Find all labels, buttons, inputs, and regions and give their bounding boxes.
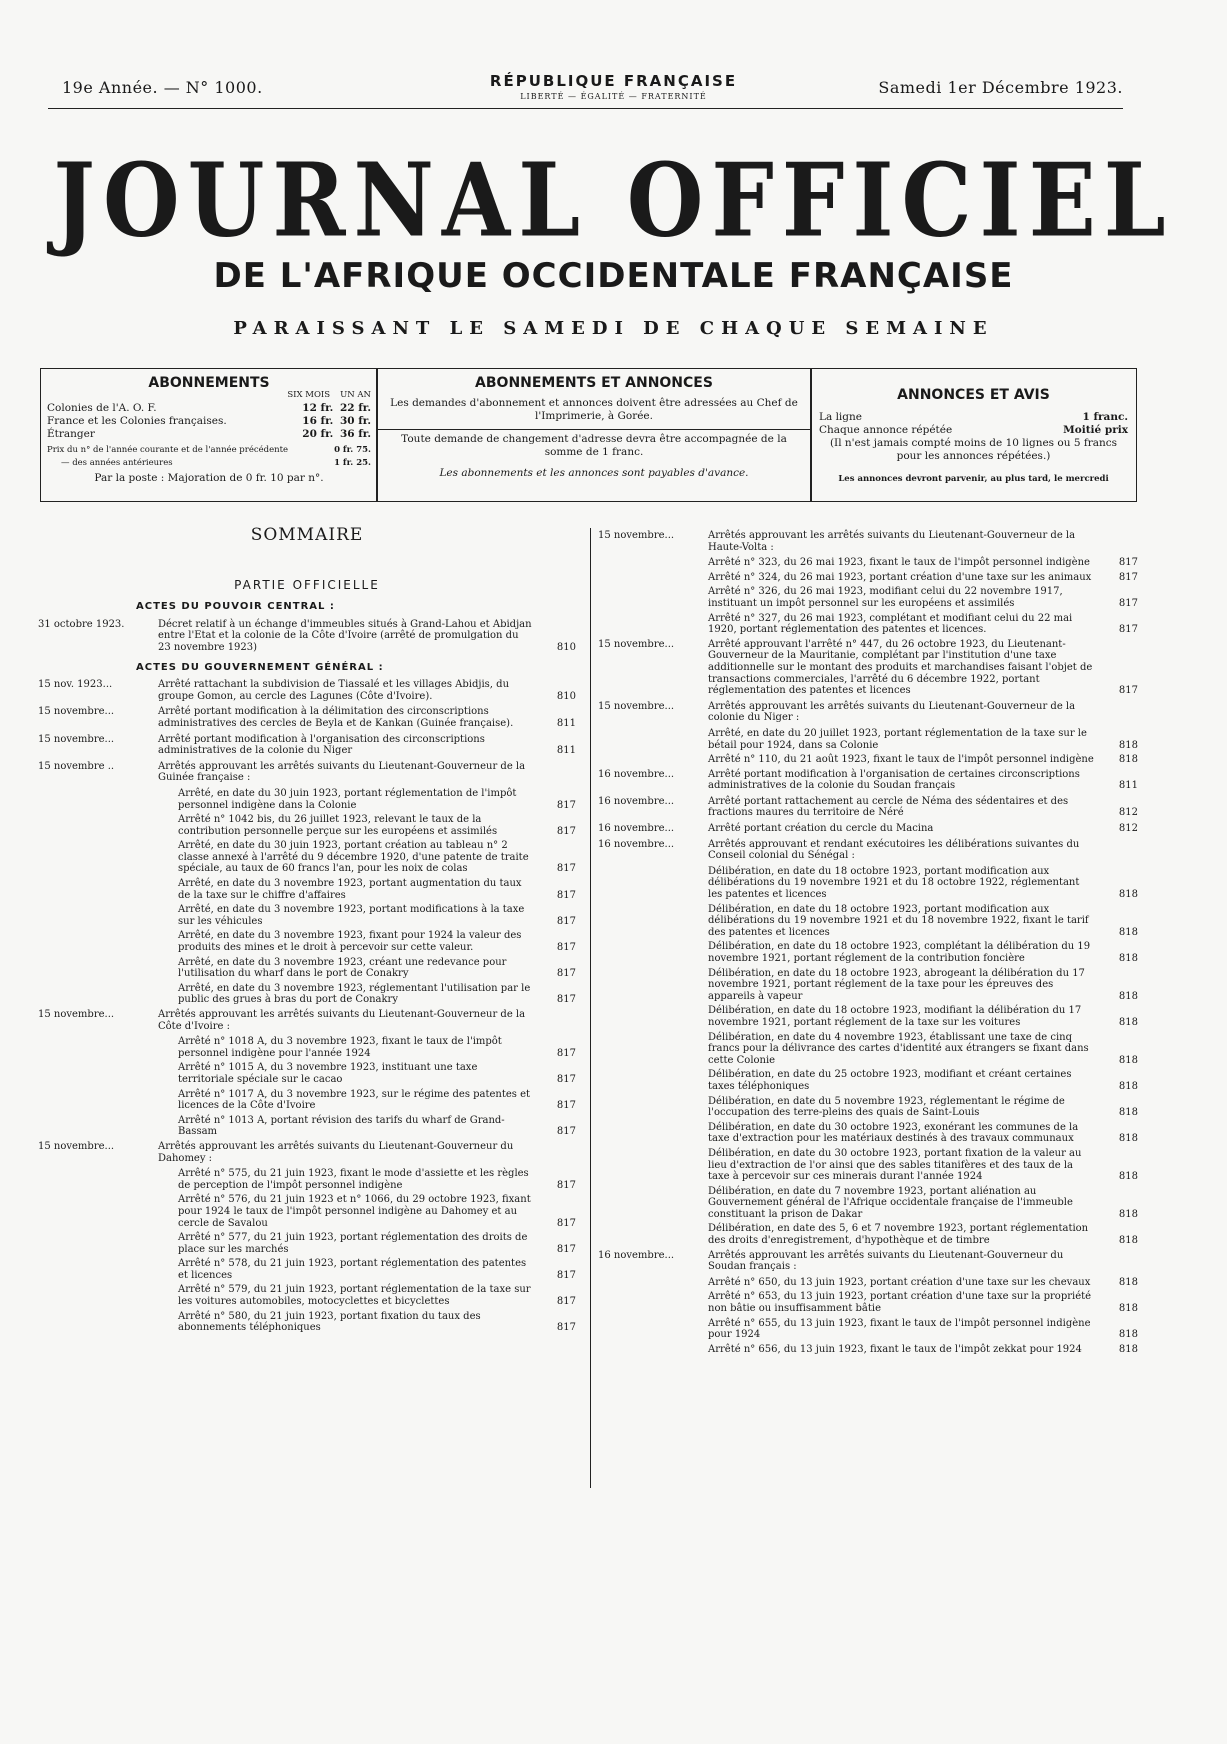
summary-subentry: Arrêté n° 656, du 13 juin 1923, fixant le taux de l'impôt zekkat pour 1924 818 <box>708 1343 1138 1355</box>
summary-entry: 15 novembre... Arrêté approuvant l'arrêté n° 447, du 26 octobre 1923, du Lieutenant-Gouverneur de la Mauritanie, complétant par l'institution d'une taxe additionnelle sur le montant des produits et marchandises faisant l'objet de transactions commerciales, l'arrêté du 6 décembre 1922, portant réglementation des patentes et licences 817 <box>598 638 1138 697</box>
summary-subentry: Délibération, en date du 18 octobre 1923, portant modification aux délibérations du 19 novembre 1921 et du 18 octobre 1922, réglementant les patentes et licences 818 <box>708 865 1138 901</box>
abonnements-annonces-box <box>376 368 812 502</box>
issue-date: Samedi 1er Décembre 1923. <box>878 78 1123 97</box>
price-row: Étranger 20 fr. 36 fr. <box>47 428 371 440</box>
summary-subentry: Arrêté n° 326, du 26 mai 1923, modifiant celui du 22 novembre 1917, instituant un impôt personnel sur les européens et assimilés 817 <box>708 586 1138 609</box>
summary-entry: 15 novembre... Arrêtés approuvant les arrêtés suivants du Lieutenant-Gouverneur du Dahomey : <box>38 1140 514 1164</box>
header-rule <box>48 108 1123 109</box>
summary-subentry: Arrêté, en date du 3 novembre 1923, réglementant l'utilisation par le public des grues à bras du port de Conakry 817 <box>178 982 576 1006</box>
summary-subentry: Arrêté n° 655, du 13 juin 1923, fixant le taux de l'impôt personnel indigène pour 1924 818 <box>708 1317 1138 1341</box>
section-heading: ACTES DU GOUVERNEMENT GÉNÉRAL : <box>136 661 384 673</box>
sommaire-right-column <box>598 530 1138 1358</box>
summary-subentry: Arrêté n° 1017 A, du 3 novembre 1923, sur le régime des patentes et licences de la Côte d'Ivoire 817 <box>178 1088 576 1112</box>
summary-subentry: Délibération, en date du 4 novembre 1923, établissant une taxe de cinq francs pour la délivrance des cartes d'identité aux étrangers se fixant dans cette Colonie 818 <box>708 1031 1138 1066</box>
summary-subentry: Arrêté n° 110, du 21 août 1923, fixant le taux de l'impôt personnel indigène 818 <box>708 754 1138 766</box>
issue-price-row: — des années antérieures 1 fr. 25. <box>61 458 371 468</box>
summary-subentry: Arrêté n° 324, du 26 mai 1923, portant création d'une taxe sur les animaux 817 <box>708 571 1138 583</box>
summary-subentry: Arrêté, en date du 3 novembre 1923, portant modifications à la taxe sur les véhicules 817 <box>178 904 576 927</box>
journal-subtitle: DE L'AFRIQUE OCCIDENTALE FRANÇAISE <box>213 256 1014 296</box>
sommaire-left-column <box>38 525 576 1337</box>
summary-subentry: Arrêté, en date du 3 novembre 1923, fixant pour 1924 la valeur des produits des mines et le droit à percevoir sur cette valeur. 817 <box>178 930 576 954</box>
summary-subentry: Délibération, en date du 25 octobre 1923, modifiant et créant certaines taxes téléphoniques 818 <box>708 1069 1138 1092</box>
col-un-an: UN AN <box>340 390 371 400</box>
summary-subentry: Arrêté n° 1015 A, du 3 novembre 1923, instituant une taxe territoriale spéciale sur le cacao 817 <box>178 1062 576 1085</box>
summary-subentry: Arrêté n° 576, du 21 juin 1923 et n° 1066, du 29 octobre 1923, fixant pour 1924 le taux de l'impôt personnel indigène au Dahomey et au cercle de Savalou 817 <box>178 1194 576 1229</box>
summary-subentry: Arrêté, en date du 3 novembre 1923, portant augmentation du taux de la taxe sur le chiffre d'affaires 817 <box>178 878 576 901</box>
summary-entry: 15 novembre .. Arrêtés approuvant les arrêtés suivants du Lieutenant-Gouverneur de la Guinée française : <box>38 760 526 784</box>
address-note: Les demandes d'abonnement et annonces doivent être adressées au Chef de l'Imprimerie, à Gorée. <box>390 397 798 422</box>
abonnements-box <box>40 368 378 502</box>
summary-entry: 15 novembre... Arrêté portant modification à la délimitation des circonscriptions administratives des cercles de Beyla et de Kankan (Guinée française). 811 <box>38 706 576 729</box>
summary-subentry: Arrêté n° 1013 A, portant révision des tarifs du wharf de Grand-Bassam 817 <box>178 1114 576 1138</box>
summary-entry: 16 novembre... Arrêté portant création du cercle du Macina 812 <box>598 823 1138 835</box>
price-row: La ligne 1 franc. <box>819 411 1128 423</box>
summary-subentry: Arrêté, en date du 30 juin 1923, portant réglementation de l'impôt personnel indigène dans la Colonie 817 <box>178 787 576 811</box>
summary-subentry: Délibération, en date du 18 octobre 1923, complétant la délibération du 19 novembre 1921, portant réglement de la contribution foncière 818 <box>708 941 1138 964</box>
journal-title: JOURNAL OFFICIEL <box>53 140 1174 260</box>
summary-subentry: Arrêté n° 323, du 26 mai 1923, fixant le taux de l'impôt personnel indigène 817 <box>708 557 1138 569</box>
republic-name: RÉPUBLIQUE FRANÇAISE <box>489 72 738 90</box>
summary-entry: 15 novembre... Arrêtés approuvant les arrêtés suivants du Lieutenant-Gouverneur de la Côte d'Ivoire : <box>38 1009 526 1032</box>
summary-subentry: Délibération, en date du 18 octobre 1923, abrogeant la délibération du 17 novembre 1921, portant réglement de la taxe pour les épreuves des appareils à vapeur 818 <box>708 967 1138 1002</box>
address-change-note: Toute demande de changement d'adresse devra être accompagnée de la somme de 1 franc. <box>401 433 787 458</box>
abonnements-annonces-title: ABONNEMENTS ET ANNONCES <box>475 375 713 391</box>
summary-subentry: Délibération, en date du 18 octobre 1923, modifiant la délibération du 17 novembre 1921, portant réglement de la taxe sur les voitures 818 <box>708 1005 1138 1028</box>
summary-subentry: Arrêté n° 579, du 21 juin 1923, portant réglementation de la taxe sur les voitures automobiles, motocyclettes et bicyclettes 817 <box>178 1284 576 1308</box>
issue-number: 19e Année. — N° 1000. <box>62 78 263 97</box>
summary-entry: 15 novembre... Arrêtés approuvant les arrêtés suivants du Lieutenant-Gouverneur de la colonie du Niger : <box>598 700 1076 724</box>
summary-entry: 15 novembre... Arrêté portant modification à l'organisation des circonscriptions administratives de la colonie du Niger 811 <box>38 733 576 757</box>
section-heading: ACTES DU POUVOIR CENTRAL : <box>136 601 335 613</box>
summary-subentry: Délibération, en date du 18 octobre 1923, portant modification aux délibérations du 19 novembre 1921 et du 18 novembre 1922, fixant le tarif des patentes et licences 818 <box>708 903 1138 938</box>
summary-subentry: Délibération, en date du 5 novembre 1923, réglementant le régime de l'occupation des terre-pleins des quais de Saint-Louis 818 <box>708 1095 1138 1119</box>
partie-officielle-heading: PARTIE OFFICIELLE <box>234 577 380 592</box>
summary-subentry: Arrêté n° 1018 A, du 3 novembre 1923, fixant le taux de l'impôt personnel indigène pour l'année 1924 817 <box>178 1036 576 1059</box>
sommaire-heading: SOMMAIRE <box>250 525 364 545</box>
deadline-note: Les annonces devront parvenir, au plus tard, le mercredi <box>838 474 1109 484</box>
summary-subentry: Arrêté, en date du 3 novembre 1923, créant une redevance pour l'utilisation du wharf dans le port de Conakry 817 <box>178 956 576 980</box>
annonces-avis-title: ANNONCES ET AVIS <box>897 387 1050 403</box>
col-six-mois: SIX MOIS <box>287 390 331 400</box>
summary-subentry: Arrêté n° 575, du 21 juin 1923, fixant le mode d'assiette et les règles de perception de l'impôt personnel indigène 817 <box>178 1168 576 1191</box>
summary-subentry: Arrêté n° 577, du 21 juin 1923, portant réglementation des droits de place sur les marchés 817 <box>178 1232 576 1255</box>
journal-tagline: PARAISSANT LE SAMEDI DE CHAQUE SEMAINE <box>233 318 994 339</box>
payment-note: Les abonnements et les annonces sont payables d'avance. <box>439 467 749 479</box>
summary-subentry: Délibération, en date du 7 novembre 1923, portant aliénation au Gouvernement général de l'Afrique occidentale française de l'immeuble constituant la prison de Dakar 818 <box>708 1185 1138 1220</box>
summary-subentry: Arrêté, en date du 30 juin 1923, portant création au tableau n° 2 classe annexé à l'arrêté du 9 décembre 1920, d'une patente de traite spéciale, au taux de 60 francs l'an, pour les noix de colas 817 <box>178 840 576 875</box>
summary-subentry: Délibération, en date des 5, 6 et 7 novembre 1923, portant réglementation des droits d'enregistrement, d'hypothèque et de timbre 818 <box>708 1223 1138 1247</box>
price-row: France et les Colonies françaises. 16 fr. 30 fr. <box>47 415 371 427</box>
summary-entry: 16 novembre... Arrêtés approuvant et rendant exécutoires les délibérations suivantes du Conseil colonial du Sénégal : <box>598 838 1080 862</box>
summary-subentry: Délibération, en date du 30 octobre 1923, portant fixation de la valeur au lieu d'extraction de l'or ainsi que des sables titanifères et des taux de la taxe à percevoir sur ces minerais durant l'année 1924 818 <box>708 1147 1138 1183</box>
summary-entry: 31 octobre 1923. Décret relatif à un échange d'immeubles situés à Grand-Lahou et Abidjan entre l'Etat et la colonie de la Côte d'Ivoire (arrêté de promulgation du 23 novembre 1923) 810 <box>38 618 576 653</box>
summary-entry: 16 novembre... Arrêté portant rattachement au cercle de Néma des sédentaires et des fractions maures du territoire de Néré 812 <box>598 795 1138 819</box>
price-row: Chaque annonce répétée Moitié prix <box>819 424 1128 436</box>
summary-entry: 15 novembre... Arrêtés approuvant les arrêtés suivants du Lieutenant-Gouverneur de la Haute-Volta : <box>598 530 1076 553</box>
postal-note: Par la poste : Majoration de 0 fr. 10 par n°. <box>94 472 324 484</box>
summary-entry: 16 novembre... Arrêtés approuvant les arrêtés suivants du Lieutenant-Gouverneur du Soudan français : <box>598 1249 1064 1273</box>
summary-subentry: Arrêté n° 580, du 21 juin 1923, portant fixation du taux des abonnements téléphoniques 817 <box>178 1310 576 1334</box>
price-row: Colonies de l'A. O. F. 12 fr. 22 fr. <box>47 402 371 414</box>
summary-subentry: Arrêté n° 1042 bis, du 26 juillet 1923, relevant le taux de la contribution personnelle perçue sur les européens et assimilés 817 <box>178 814 576 837</box>
motto: LIBERTÉ — ÉGALITÉ — FRATERNITÉ <box>520 92 707 101</box>
issue-price-row: Prix du n° de l'année courante et de l'année précédente 0 fr. 75. <box>47 445 371 455</box>
minimum-note: (Il n'est jamais compté moins de 10 lignes ou 5 francs pour les annonces répétées.) <box>829 437 1118 462</box>
abonnements-title: ABONNEMENTS <box>148 375 270 391</box>
summary-subentry: Arrêté n° 327, du 26 mai 1923, complétant et modifiant celui du 22 mai 1920, portant réglementation des patentes et licences. 817 <box>708 612 1138 636</box>
summary-entry: 15 nov. 1923... Arrêté rattachant la subdivision de Tiassalé et les villages Abidjis, du groupe Gomon, au cercle des Lagunes (Côte d'Ivoire). 810 <box>38 679 576 702</box>
summary-subentry: Arrêté, en date du 20 juillet 1923, portant réglementation de la taxe sur le bétail pour 1924, dans sa Colonie 818 <box>708 727 1138 751</box>
summary-entry: 16 novembre... Arrêté portant modification à l'organisation de certaines circonscriptions administratives de la colonie du Soudan français 811 <box>598 768 1138 792</box>
summary-subentry: Arrêté n° 578, du 21 juin 1923, portant réglementation des patentes et licences 817 <box>178 1258 576 1281</box>
column-divider <box>590 528 591 1488</box>
summary-subentry: Arrêté n° 653, du 13 juin 1923, portant création d'une taxe sur la propriété non bâtie ou insuffisamment bâtie 818 <box>708 1291 1138 1315</box>
summary-subentry: Arrêté n° 650, du 13 juin 1923, portant création d'une taxe sur les chevaux 818 <box>708 1276 1138 1288</box>
annonces-avis-box <box>810 368 1137 502</box>
summary-subentry: Délibération, en date du 30 octobre 1923, exonérant les communes de la taxe d'extraction pour les matériaux destinés à des travaux communaux 818 <box>708 1121 1138 1145</box>
